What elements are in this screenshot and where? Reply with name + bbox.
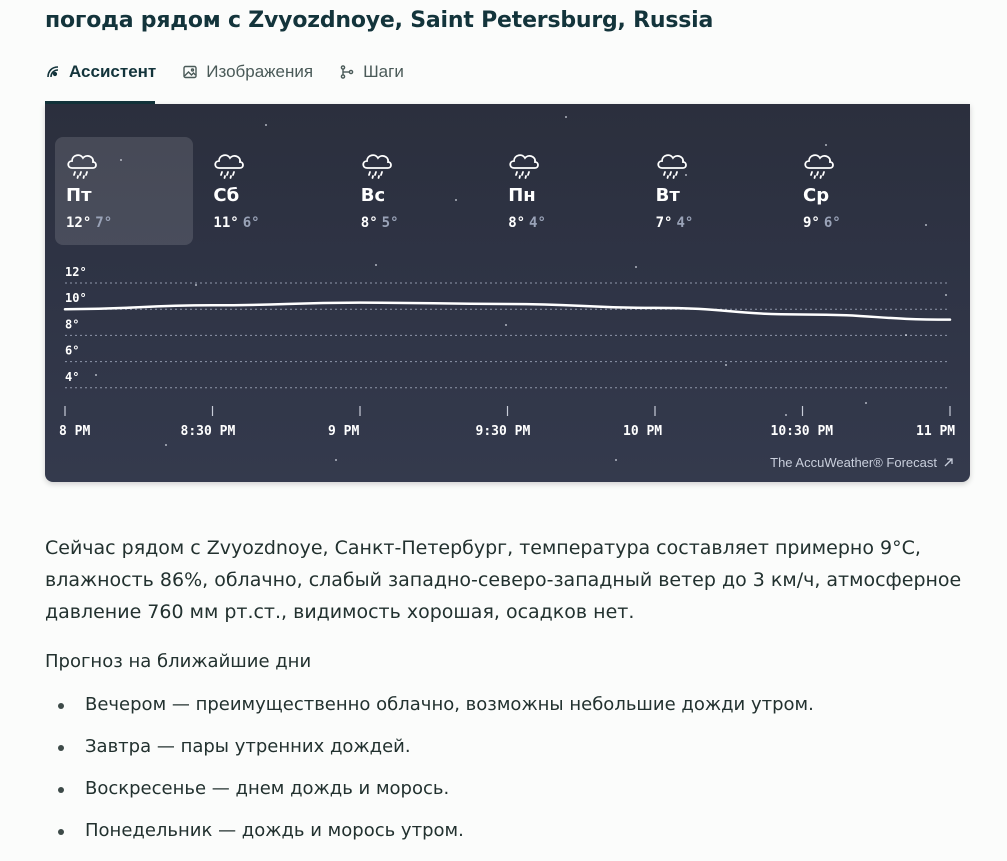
low-temp: 4° (676, 215, 694, 231)
star (95, 374, 97, 376)
rain-cloud-icon (506, 150, 542, 180)
day-temps (213, 215, 259, 231)
day-tile[interactable] (202, 137, 340, 245)
star (120, 159, 122, 161)
list-item (45, 732, 814, 774)
page-title: погода рядом с Zvyozdnoye, Saint Petersburg, Russia (45, 8, 714, 33)
star (265, 124, 267, 126)
day-tile[interactable] (55, 137, 193, 245)
list-item-text: Завтра — пары утренних дождей. (85, 736, 411, 757)
x-tick-label: 8:30 PM (180, 424, 236, 439)
weather-card (45, 104, 970, 482)
forecast-heading: Прогноз на ближайшие дни (45, 651, 312, 672)
image-icon (182, 64, 198, 80)
low-temp: 6° (823, 215, 841, 231)
star (685, 174, 687, 176)
rain-cloud-icon (211, 150, 247, 180)
star (905, 334, 907, 336)
x-tick-label: 11 PM (916, 424, 956, 439)
day-tile[interactable] (792, 137, 930, 245)
day-name: Ср (803, 185, 830, 206)
day-name: Пт (66, 185, 92, 206)
low-temp: 4° (529, 215, 546, 231)
tab-bar (45, 60, 404, 100)
day-tile[interactable] (350, 137, 488, 245)
list-item (45, 816, 814, 858)
y-tick-label: 12° (65, 265, 87, 279)
star (785, 414, 787, 416)
list-item (45, 774, 814, 816)
star (165, 444, 167, 446)
rain-cloud-icon (359, 150, 395, 180)
rain-cloud-icon (801, 150, 837, 180)
tab-label: Изображения (206, 62, 314, 81)
tab-label: Ассистент (69, 62, 157, 81)
y-tick-label: 6° (65, 343, 80, 358)
x-tick-label: 9 PM (328, 424, 360, 439)
day-temps (803, 215, 841, 231)
star (375, 264, 377, 266)
bullet (58, 745, 64, 751)
x-tick-label: 9:30 PM (475, 424, 531, 439)
star (635, 266, 637, 268)
star (335, 459, 337, 461)
high-temp: 12° (66, 215, 92, 231)
star (825, 144, 827, 146)
star (505, 324, 507, 326)
tab-steps[interactable] (339, 60, 404, 84)
high-temp: 7° (655, 215, 673, 231)
x-tick-label: 10:30 PM (770, 424, 834, 439)
day-name: Пн (508, 185, 536, 206)
assistant-icon (45, 64, 61, 80)
list-item-text: Воскресенье — днем дождь и морось. (85, 778, 450, 799)
day-tile[interactable] (497, 137, 635, 245)
star (725, 364, 727, 366)
high-temp: 11° (213, 215, 239, 231)
weather-summary: Сейчас рядом с Zvyozdnoye, Санкт-Петербург, температура составляет примерно 9°C, влажность 86%, облачно, слабый западно-северо-западный ветер до 3 км/ч, атмосферное давление 760 мм рт.ст., видимость хорошая, осадков нет. (45, 537, 962, 623)
star (195, 284, 197, 286)
list-item-text: Понедельник — дождь и морось утром. (85, 820, 464, 841)
high-temp: 8° (508, 215, 526, 231)
day-temps (66, 215, 112, 231)
star (925, 224, 927, 226)
y-tick-label: 8° (65, 317, 80, 332)
star (615, 459, 617, 461)
star (565, 116, 567, 118)
high-temp: 9° (803, 215, 820, 231)
temperature-line (65, 303, 950, 320)
low-temp: 6° (242, 215, 260, 231)
accuweather-credit[interactable] (770, 455, 954, 470)
bullet (58, 787, 64, 793)
day-temps (508, 215, 546, 231)
star (455, 199, 457, 201)
low-temp: 7° (95, 215, 113, 231)
star (945, 294, 947, 296)
bullet (58, 703, 64, 709)
day-temps (656, 215, 694, 231)
y-tick-label: 10° (65, 291, 87, 306)
day-name: Вс (360, 185, 386, 206)
rain-cloud-icon (64, 150, 100, 180)
day-name: Вт (655, 185, 680, 206)
external-link-icon (943, 457, 954, 468)
tab-images[interactable] (182, 60, 313, 84)
x-tick-label: 10 PM (623, 424, 663, 439)
y-tick-label: 4° (65, 369, 80, 384)
list-item-text: Вечером — преимущественно облачно, возможны небольшие дожди утром. (85, 694, 814, 715)
day-temps (361, 215, 399, 231)
star (865, 402, 867, 404)
credit-text: The AccuWeather® Forecast (770, 455, 937, 470)
high-temp: 8° (360, 215, 378, 231)
day-tile[interactable] (645, 137, 783, 245)
forecast-list (45, 690, 814, 858)
low-temp: 5° (381, 215, 399, 231)
tab-label: Шаги (363, 62, 404, 81)
tab-assistant[interactable] (45, 60, 156, 84)
bullet (58, 829, 64, 835)
list-item (45, 690, 814, 732)
x-tick-label: 8 PM (59, 424, 91, 439)
steps-icon (339, 64, 355, 80)
day-name: Сб (213, 185, 240, 206)
hourly-temperature-chart (45, 254, 970, 454)
